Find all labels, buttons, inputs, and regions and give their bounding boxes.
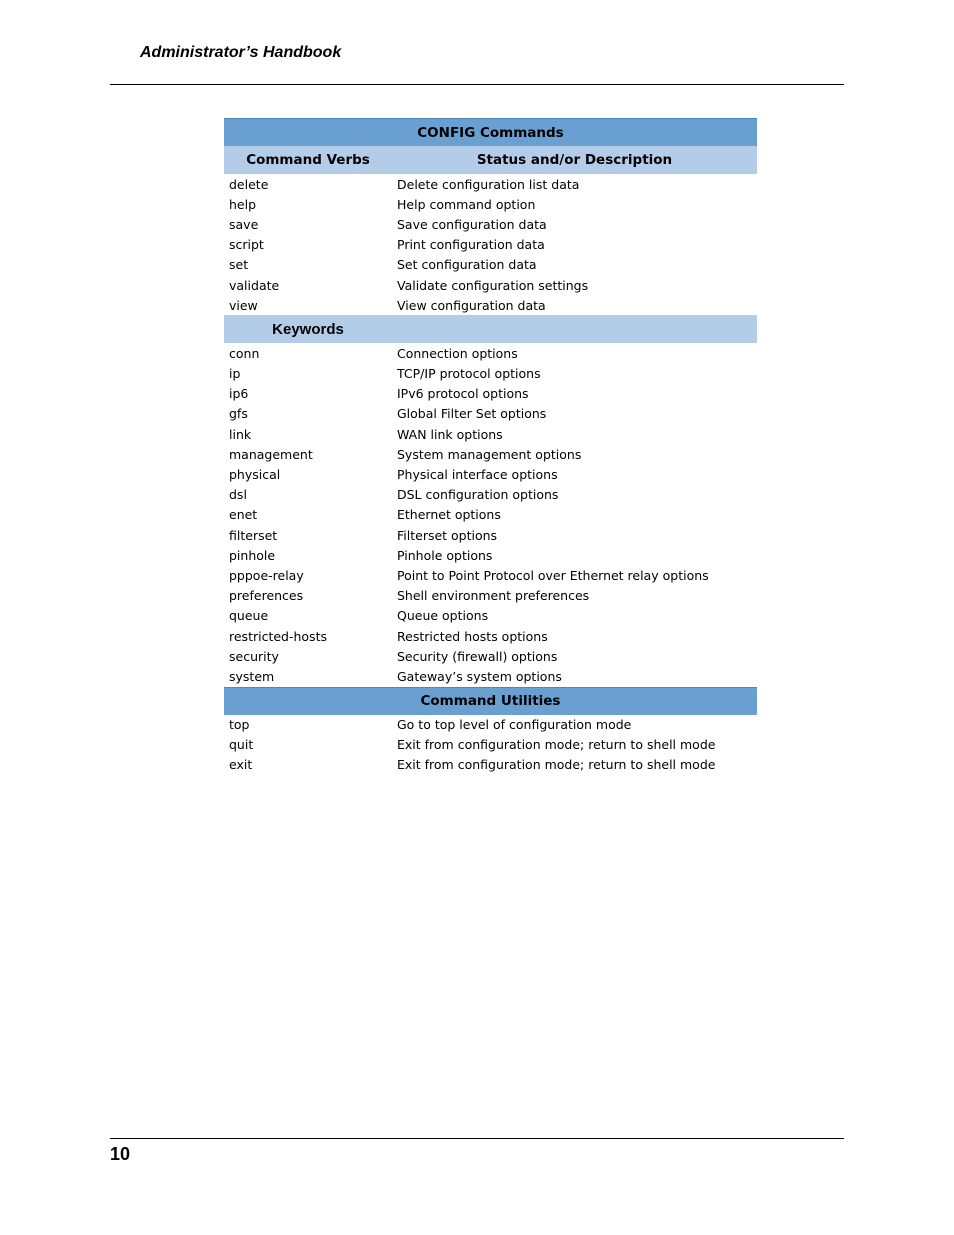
- command-name: ip6: [229, 386, 249, 402]
- command-name: pppoe-relay: [229, 567, 304, 583]
- table-row: [224, 464, 757, 484]
- command-description: Restricted hosts options: [397, 628, 548, 644]
- command-description: Connection options: [397, 345, 518, 361]
- command-description: Pinhole options: [397, 547, 493, 563]
- command-name: security: [229, 648, 279, 664]
- table-row: [224, 485, 757, 505]
- command-name: preferences: [229, 588, 304, 604]
- verbs-section: [224, 174, 757, 315]
- command-name: ip: [229, 366, 241, 382]
- column-header-verbs: Command Verbs: [246, 152, 370, 168]
- command-name: gfs: [229, 406, 248, 422]
- table-row: [224, 444, 757, 464]
- command-description: Print configuration data: [397, 237, 545, 253]
- command-name: system: [229, 668, 275, 684]
- command-name: physical: [229, 467, 281, 483]
- command-description: Filterset options: [397, 527, 498, 543]
- table-row: [224, 275, 757, 295]
- keywords-header: Keywords: [272, 320, 344, 338]
- table-row: [224, 505, 757, 525]
- table-row: [224, 606, 757, 626]
- table-row: [224, 755, 757, 775]
- table-row: [224, 424, 757, 444]
- command-description: System management options: [397, 446, 582, 462]
- command-name: exit: [229, 757, 253, 773]
- command-description: Help command option: [397, 196, 536, 212]
- keywords-section: [224, 343, 757, 686]
- utilities-section: [224, 715, 757, 776]
- command-name: dsl: [229, 487, 247, 503]
- command-description: Exit from configuration mode; return to shell mode: [397, 737, 716, 753]
- command-name: filterset: [229, 527, 278, 543]
- table-row: [224, 525, 757, 545]
- table-column-headers: [224, 146, 757, 174]
- table-row: [224, 626, 757, 646]
- handbook-title: Administrator’s Handbook: [140, 44, 342, 61]
- keywords-header-band: [224, 315, 757, 343]
- table-row: [224, 666, 757, 686]
- table-row: [224, 364, 757, 384]
- command-name: validate: [229, 277, 280, 293]
- command-description: Save configuration data: [397, 216, 547, 232]
- command-name: view: [229, 297, 258, 313]
- utilities-header: Command Utilities: [224, 687, 757, 715]
- command-description: Global Filter Set options: [397, 406, 547, 422]
- command-description: Physical interface options: [397, 467, 558, 483]
- command-name: queue: [229, 608, 269, 624]
- config-commands-table: [224, 118, 757, 775]
- table-row: [224, 384, 757, 404]
- command-description: Point to Point Protocol over Ethernet relay options: [397, 567, 709, 583]
- command-name: link: [229, 426, 252, 442]
- page-number: 10: [110, 1144, 131, 1164]
- command-description: Queue options: [397, 608, 489, 624]
- command-description: DSL configuration options: [397, 487, 559, 503]
- table-row: [224, 565, 757, 585]
- command-name: quit: [229, 737, 254, 753]
- header-rule: [110, 84, 844, 85]
- command-description: Shell environment preferences: [397, 588, 590, 604]
- command-name: save: [229, 216, 259, 232]
- command-name: pinhole: [229, 547, 276, 563]
- table-row: [224, 194, 757, 214]
- table-row: [224, 295, 757, 315]
- command-name: management: [229, 446, 313, 462]
- table-title: CONFIG Commands: [224, 118, 757, 146]
- command-name: restricted-hosts: [229, 628, 327, 644]
- command-name: enet: [229, 507, 258, 523]
- command-name: script: [229, 237, 264, 253]
- command-description: Security (firewall) options: [397, 648, 558, 664]
- table-row: [224, 174, 757, 194]
- command-description: Delete configuration list data: [397, 176, 580, 192]
- table-row: [224, 255, 757, 275]
- table-row: [224, 715, 757, 735]
- table-row: [224, 545, 757, 565]
- command-name: top: [229, 717, 250, 733]
- table-row: [224, 646, 757, 666]
- footer-rule: [110, 1138, 844, 1139]
- command-description: Exit from configuration mode; return to shell mode: [397, 757, 716, 773]
- table-row: [224, 214, 757, 234]
- command-description: Ethernet options: [397, 507, 501, 523]
- table-row: [224, 343, 757, 363]
- command-description: Set configuration data: [397, 257, 537, 273]
- table-row: [224, 586, 757, 606]
- command-description: WAN link options: [397, 426, 503, 442]
- command-description: View configuration data: [397, 297, 546, 313]
- command-description: Validate configuration settings: [397, 277, 589, 293]
- command-name: set: [229, 257, 249, 273]
- table-row: [224, 404, 757, 424]
- command-description: IPv6 protocol options: [397, 386, 529, 402]
- table-row: [224, 235, 757, 255]
- table-row: [224, 735, 757, 755]
- command-name: help: [229, 196, 257, 212]
- command-name: delete: [229, 176, 269, 192]
- command-name: conn: [229, 345, 260, 361]
- command-description: Go to top level of configuration mode: [397, 717, 632, 733]
- column-header-description: Status and/or Description: [476, 152, 673, 168]
- command-description: TCP/IP protocol options: [397, 366, 541, 382]
- command-description: Gateway’s system options: [397, 668, 562, 684]
